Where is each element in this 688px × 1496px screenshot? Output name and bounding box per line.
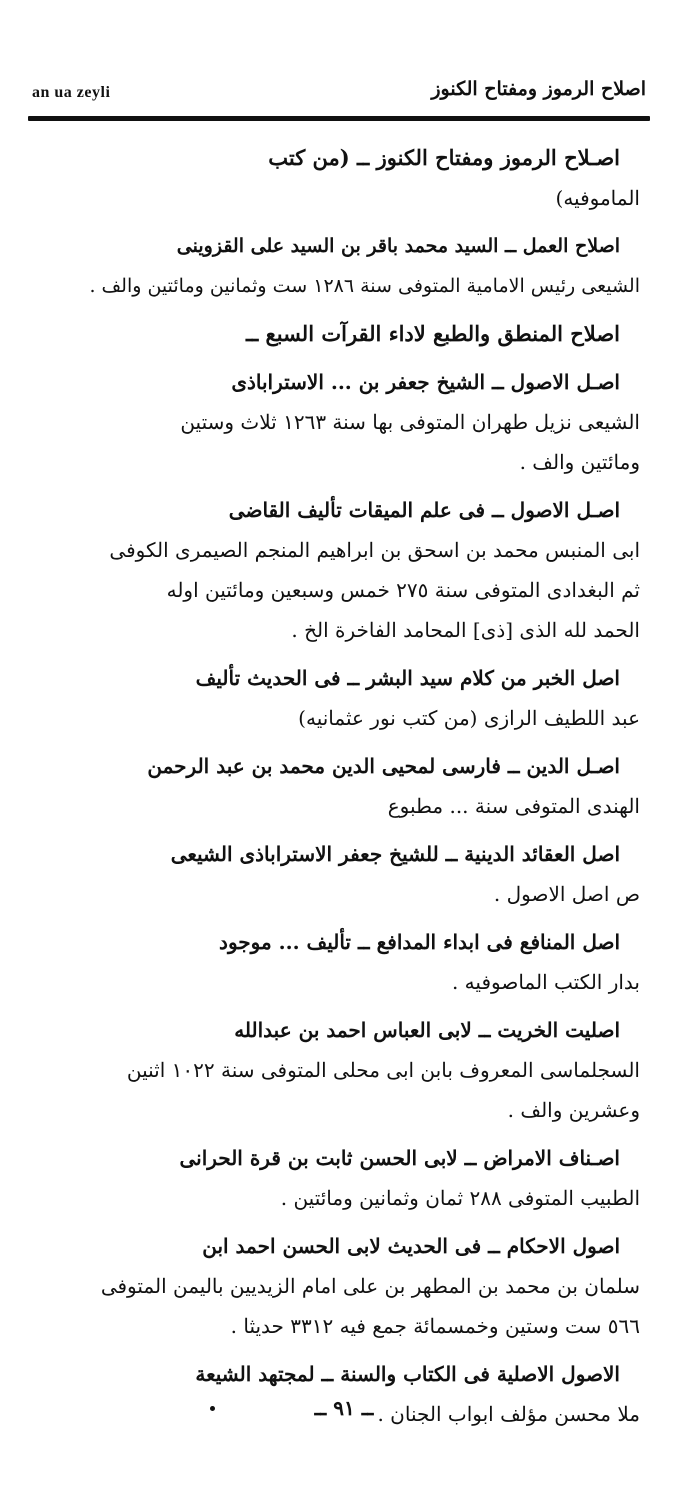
entry-gap xyxy=(76,354,640,362)
entry-line: ٥٦٦ ست وستين وخمسمائة جمع فيه ٣٣١٢ حديثا . xyxy=(230,1314,640,1338)
header-rule xyxy=(28,116,650,121)
entry-line: ص اصل الاصول . xyxy=(493,882,640,906)
entry-gap xyxy=(76,1346,640,1354)
entry xyxy=(76,1354,640,1434)
entry-gap xyxy=(76,1434,640,1442)
entry-line: ملا محسن مؤلف ابواب الجنان . xyxy=(377,1402,640,1426)
entry-gap xyxy=(76,650,640,658)
entry xyxy=(76,658,640,738)
entry-title-line: اصـل الاصول ــ فى علم الميقات تأليف القاضى xyxy=(228,498,620,522)
entry-line: وعشرين والف . xyxy=(507,1098,640,1122)
entry-title-line: اصل العقائد الدينية ــ للشيخ جعفر الاستراباذى الشيعى xyxy=(170,842,620,866)
entries-list xyxy=(76,138,640,1442)
entry-gap xyxy=(76,482,640,490)
entry-line: الحمد لله الذى [ذى] المحامد الفاخرة الخ . xyxy=(291,618,640,642)
entry xyxy=(76,922,640,1002)
entry xyxy=(76,362,640,482)
entry-line: ابى المنبس محمد بن اسحق بن ابراهيم المنجم الصيمرى الكوفى xyxy=(109,538,640,562)
entry-line: الطبيب المتوفى ٢٨٨ ثمان وثمانين ومائتين . xyxy=(280,1186,640,1210)
entry-title-line: اصـناف الامراض ــ لابى الحسن ثابت بن قرة الحرانى xyxy=(179,1146,620,1170)
header-title: اصلاح الرموز ومفتاح الكنوز xyxy=(431,78,646,100)
entry-gap xyxy=(76,306,640,314)
entry-title-line: اصـل الدين ــ فارسى لمحيى الدين محمد بن عبد الرحمن xyxy=(147,754,620,778)
entry-line: الشيعى رئيس الامامية المتوفى سنة ١٢٨٦ ست وثمانين ومائتين والف . xyxy=(89,275,640,297)
entry-gap xyxy=(76,826,640,834)
entry-title-line: اصلاح المنطق والطبع لاداء القرآت السبع ــ xyxy=(245,321,620,346)
page-number: ــ ٩١ ــ xyxy=(314,1396,374,1420)
entry-title-line: اصل المنافع فى ابداء المدافع ــ تأليف ... موجود xyxy=(219,930,620,954)
entry xyxy=(76,226,640,306)
entry-line: السجلماسى المعروف بابن ابى محلى المتوفى سنة ١٠٢٢ اثنين xyxy=(126,1058,640,1082)
header-left-text: an ua zeyli xyxy=(32,84,111,101)
entry-line: عبد اللطيف الرازى (من كتب نور عثمانيه) xyxy=(298,706,640,730)
entry-title-line: الاصول الاصلية فى الكتاب والسنة ــ لمجتهد الشيعة xyxy=(195,1362,620,1386)
entry xyxy=(76,314,640,354)
entry xyxy=(76,1138,640,1218)
entry xyxy=(76,746,640,826)
entry-title-line: اصليت الخريت ــ لابى العباس احمد بن عبدالله xyxy=(234,1018,620,1042)
entry-title-line: اصول الاحكام ــ فى الحديث لابى الحسن احمد ابن xyxy=(202,1234,620,1258)
running-header xyxy=(32,78,646,112)
entry-gap xyxy=(76,218,640,226)
entry-title-line: اصل الخبر من كلام سيد البشر ــ فى الحديث تأليف xyxy=(195,666,620,690)
entry xyxy=(76,138,640,218)
entry xyxy=(76,1010,640,1130)
entry-line: الماموفيه) xyxy=(555,186,640,210)
entry-gap xyxy=(76,1130,640,1138)
entry xyxy=(76,1226,640,1346)
entry-gap xyxy=(76,1218,640,1226)
entry-title-line: اصـلاح الرموز ومفتاح الكنوز ــ (من كتب xyxy=(268,145,620,170)
entry-gap xyxy=(76,738,640,746)
entry xyxy=(76,490,640,650)
entry-line: بدار الكتب الماصوفيه . xyxy=(451,970,640,994)
entry-line: سلمان بن محمد بن المطهر بن على امام الزيديين باليمن المتوفى xyxy=(100,1274,640,1298)
entry-title-line: اصلاح العمل ــ السيد محمد باقر بن السيد على القزوينى xyxy=(176,235,620,257)
entry-title-line: اصـل الاصول ــ الشيخ جعفر بن ... الاستراباذى xyxy=(231,370,620,394)
entry xyxy=(76,834,640,914)
entry-line: ومائتين والف . xyxy=(519,450,640,474)
entry-gap xyxy=(76,1002,640,1010)
entry-line: ثم البغدادى المتوفى سنة ٢٧٥ خمس وسبعين ومائتين اوله xyxy=(166,578,640,602)
entry-line: الشيعى نزيل طهران المتوفى بها سنة ١٢٦٣ ثلاث وستين xyxy=(180,410,640,434)
entry-gap xyxy=(76,914,640,922)
entry-line: الهندى المتوفى سنة ... مطبوع xyxy=(387,794,640,818)
